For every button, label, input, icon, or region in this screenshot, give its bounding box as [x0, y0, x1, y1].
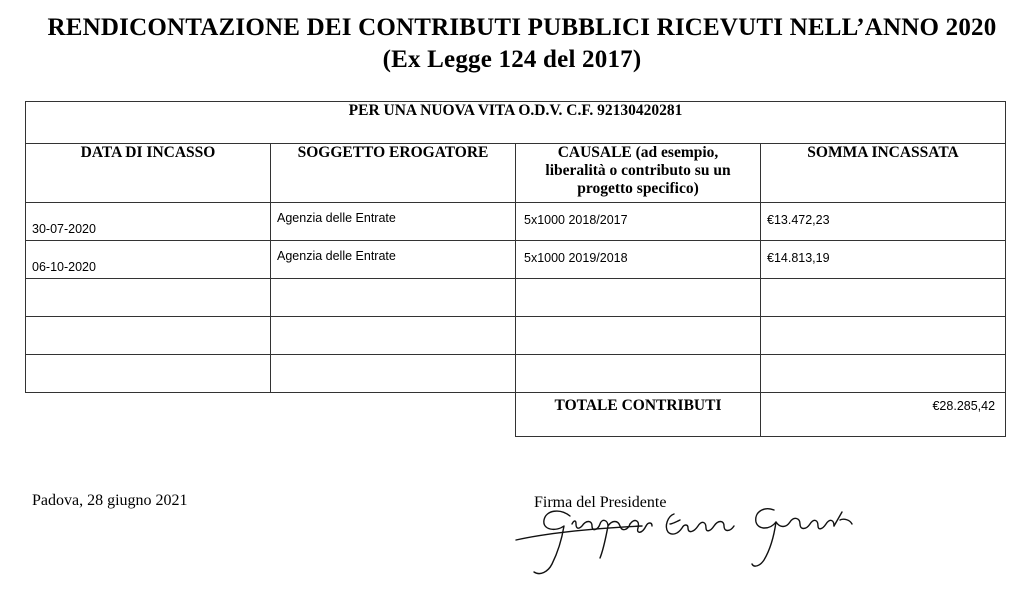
- empty-cell: [761, 279, 1006, 317]
- empty-cell: [516, 279, 761, 317]
- empty-row: [26, 279, 1006, 317]
- empty-cell: [26, 317, 271, 355]
- empty-cell: [516, 317, 761, 355]
- reason-value: 5x1000 2019/2018: [524, 251, 628, 265]
- organization-row: [26, 102, 1006, 144]
- empty-row: [26, 317, 1006, 355]
- empty-cell: [516, 355, 761, 393]
- header-amount: SOMMA INCASSATA: [761, 144, 1006, 203]
- date-value: 30-07-2020: [32, 222, 96, 236]
- title-line-2: (Ex Legge 124 del 2017): [382, 46, 642, 73]
- empty-cell: [761, 317, 1006, 355]
- header-provider: SOGGETTO EROGATORE: [271, 144, 516, 203]
- provider-value: Agenzia delle Entrate: [277, 211, 396, 225]
- empty-cell: [271, 279, 516, 317]
- empty-cell: [761, 355, 1006, 393]
- total-label: TOTALE CONTRIBUTI: [516, 393, 761, 437]
- empty-space: [26, 393, 271, 437]
- header-row: [26, 144, 1006, 203]
- empty-cell: [26, 355, 271, 393]
- place-and-date: Padova, 28 giugno 2021: [32, 492, 188, 509]
- empty-cell: [26, 279, 271, 317]
- handwritten-signature: [512, 498, 862, 583]
- cell-date: [26, 203, 271, 241]
- empty-space: [271, 393, 516, 437]
- reason-value: 5x1000 2018/2017: [524, 213, 628, 227]
- title-line-1: RENDICONTAZIONE DEI CONTRIBUTI PUBBLICI RICEVUTI NELL’ANNO 2020: [47, 14, 997, 41]
- total-value: €28.285,42: [761, 393, 1006, 437]
- empty-row: [26, 355, 1006, 393]
- empty-cell: [271, 317, 516, 355]
- provider-value: Agenzia delle Entrate: [277, 249, 396, 263]
- cell-provider: [271, 203, 516, 241]
- header-reason-text: CAUSALE (ad esempio, liberalità o contributo su un progetto specifico): [545, 144, 731, 197]
- header-date: DATA DI INCASSO: [26, 144, 271, 203]
- total-row: [26, 393, 1006, 437]
- table-row: [26, 241, 1006, 279]
- date-value: 06-10-2020: [32, 260, 96, 274]
- cell-provider: [271, 241, 516, 279]
- cell-amount: [761, 203, 1006, 241]
- amount-value: €14.813,19: [767, 251, 830, 265]
- cell-reason: [516, 203, 761, 241]
- signature-label: Firma del Presidente: [534, 494, 667, 511]
- cell-amount: [761, 241, 1006, 279]
- organization-name: PER UNA NUOVA VITA O.D.V. C.F. 92130420281: [26, 102, 1006, 144]
- cell-date: [26, 241, 271, 279]
- contributions-table: [25, 101, 1006, 437]
- table-row: [26, 203, 1006, 241]
- cell-reason: [516, 241, 761, 279]
- document-title: [0, 12, 1024, 76]
- amount-value: €13.472,23: [767, 213, 830, 227]
- empty-cell: [271, 355, 516, 393]
- header-reason: [516, 144, 761, 203]
